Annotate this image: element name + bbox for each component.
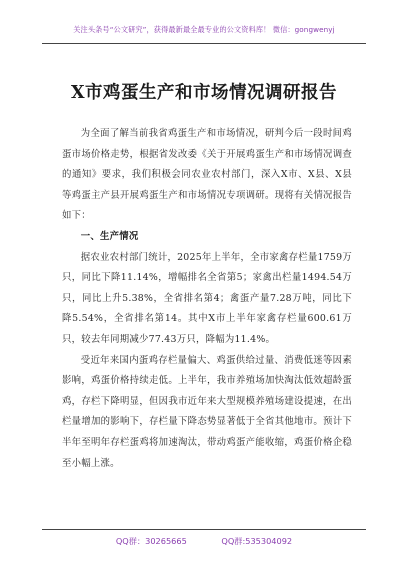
production-paragraph-1: 据农业农村部门统计，2025年上半年，全市家禽存栏量1759万只，同比下降11.14%，增幅排名全省第5；家禽出栏量1494.54万只，同比上升5.38%，全省排名第4；禽蛋产量7.28万吨，同比下降5.54%，全省排名第14。其中X市上半年家禽存栏量600.61万只，较去年同期减少77.43万只，降幅为11.4%。 xyxy=(62,251,352,345)
production-paragraph-2: 受近年来国内蛋鸡存栏量偏大、鸡蛋供给过量、消费低迷等因素影响，鸡蛋价格持续走低。上半年，我市养殖场加快淘汰低效超龄蛋鸡，存栏下降明显，但因我市近年来大型规模养殖场建设提速，在出栏量增加的影响下，存栏量下降态势显著低于全省其他地市。预计下半年至明年存栏蛋鸡将加速淘汰，带动鸡蛋产能收缩，鸡蛋价格企稳至小幅上涨。 xyxy=(62,354,352,469)
document-body xyxy=(62,124,352,474)
intro-paragraph: 为全面了解当前我省鸡蛋生产和市场情况，研判今后一段时间鸡蛋市场价格走势，根据省发改委《关于开展鸡蛋生产和市场情况调查的通知》要求，我们积极会同农业农村部门，深入X市、X县、X县等鸡蛋主产县开展鸡蛋生产和市场情况专项调研。现将有关情况报告如下： xyxy=(62,128,352,222)
footer-divider xyxy=(42,529,366,530)
header-promo-note: 关注头条号“公文研究”，获得最新最全最专业的公文资料库！ 微信：gongwenyj xyxy=(73,25,335,34)
footer-qq-group-2: QQ群:535304092 xyxy=(221,536,293,546)
document-title: X市鸡蛋生产和市场情况调研报告 xyxy=(70,83,338,103)
footer-contacts xyxy=(0,536,408,547)
header-divider xyxy=(42,43,366,44)
section-heading-production: 一、生产情况 xyxy=(80,230,139,242)
footer-qq-group-1: QQ群：30265665 xyxy=(115,536,187,546)
